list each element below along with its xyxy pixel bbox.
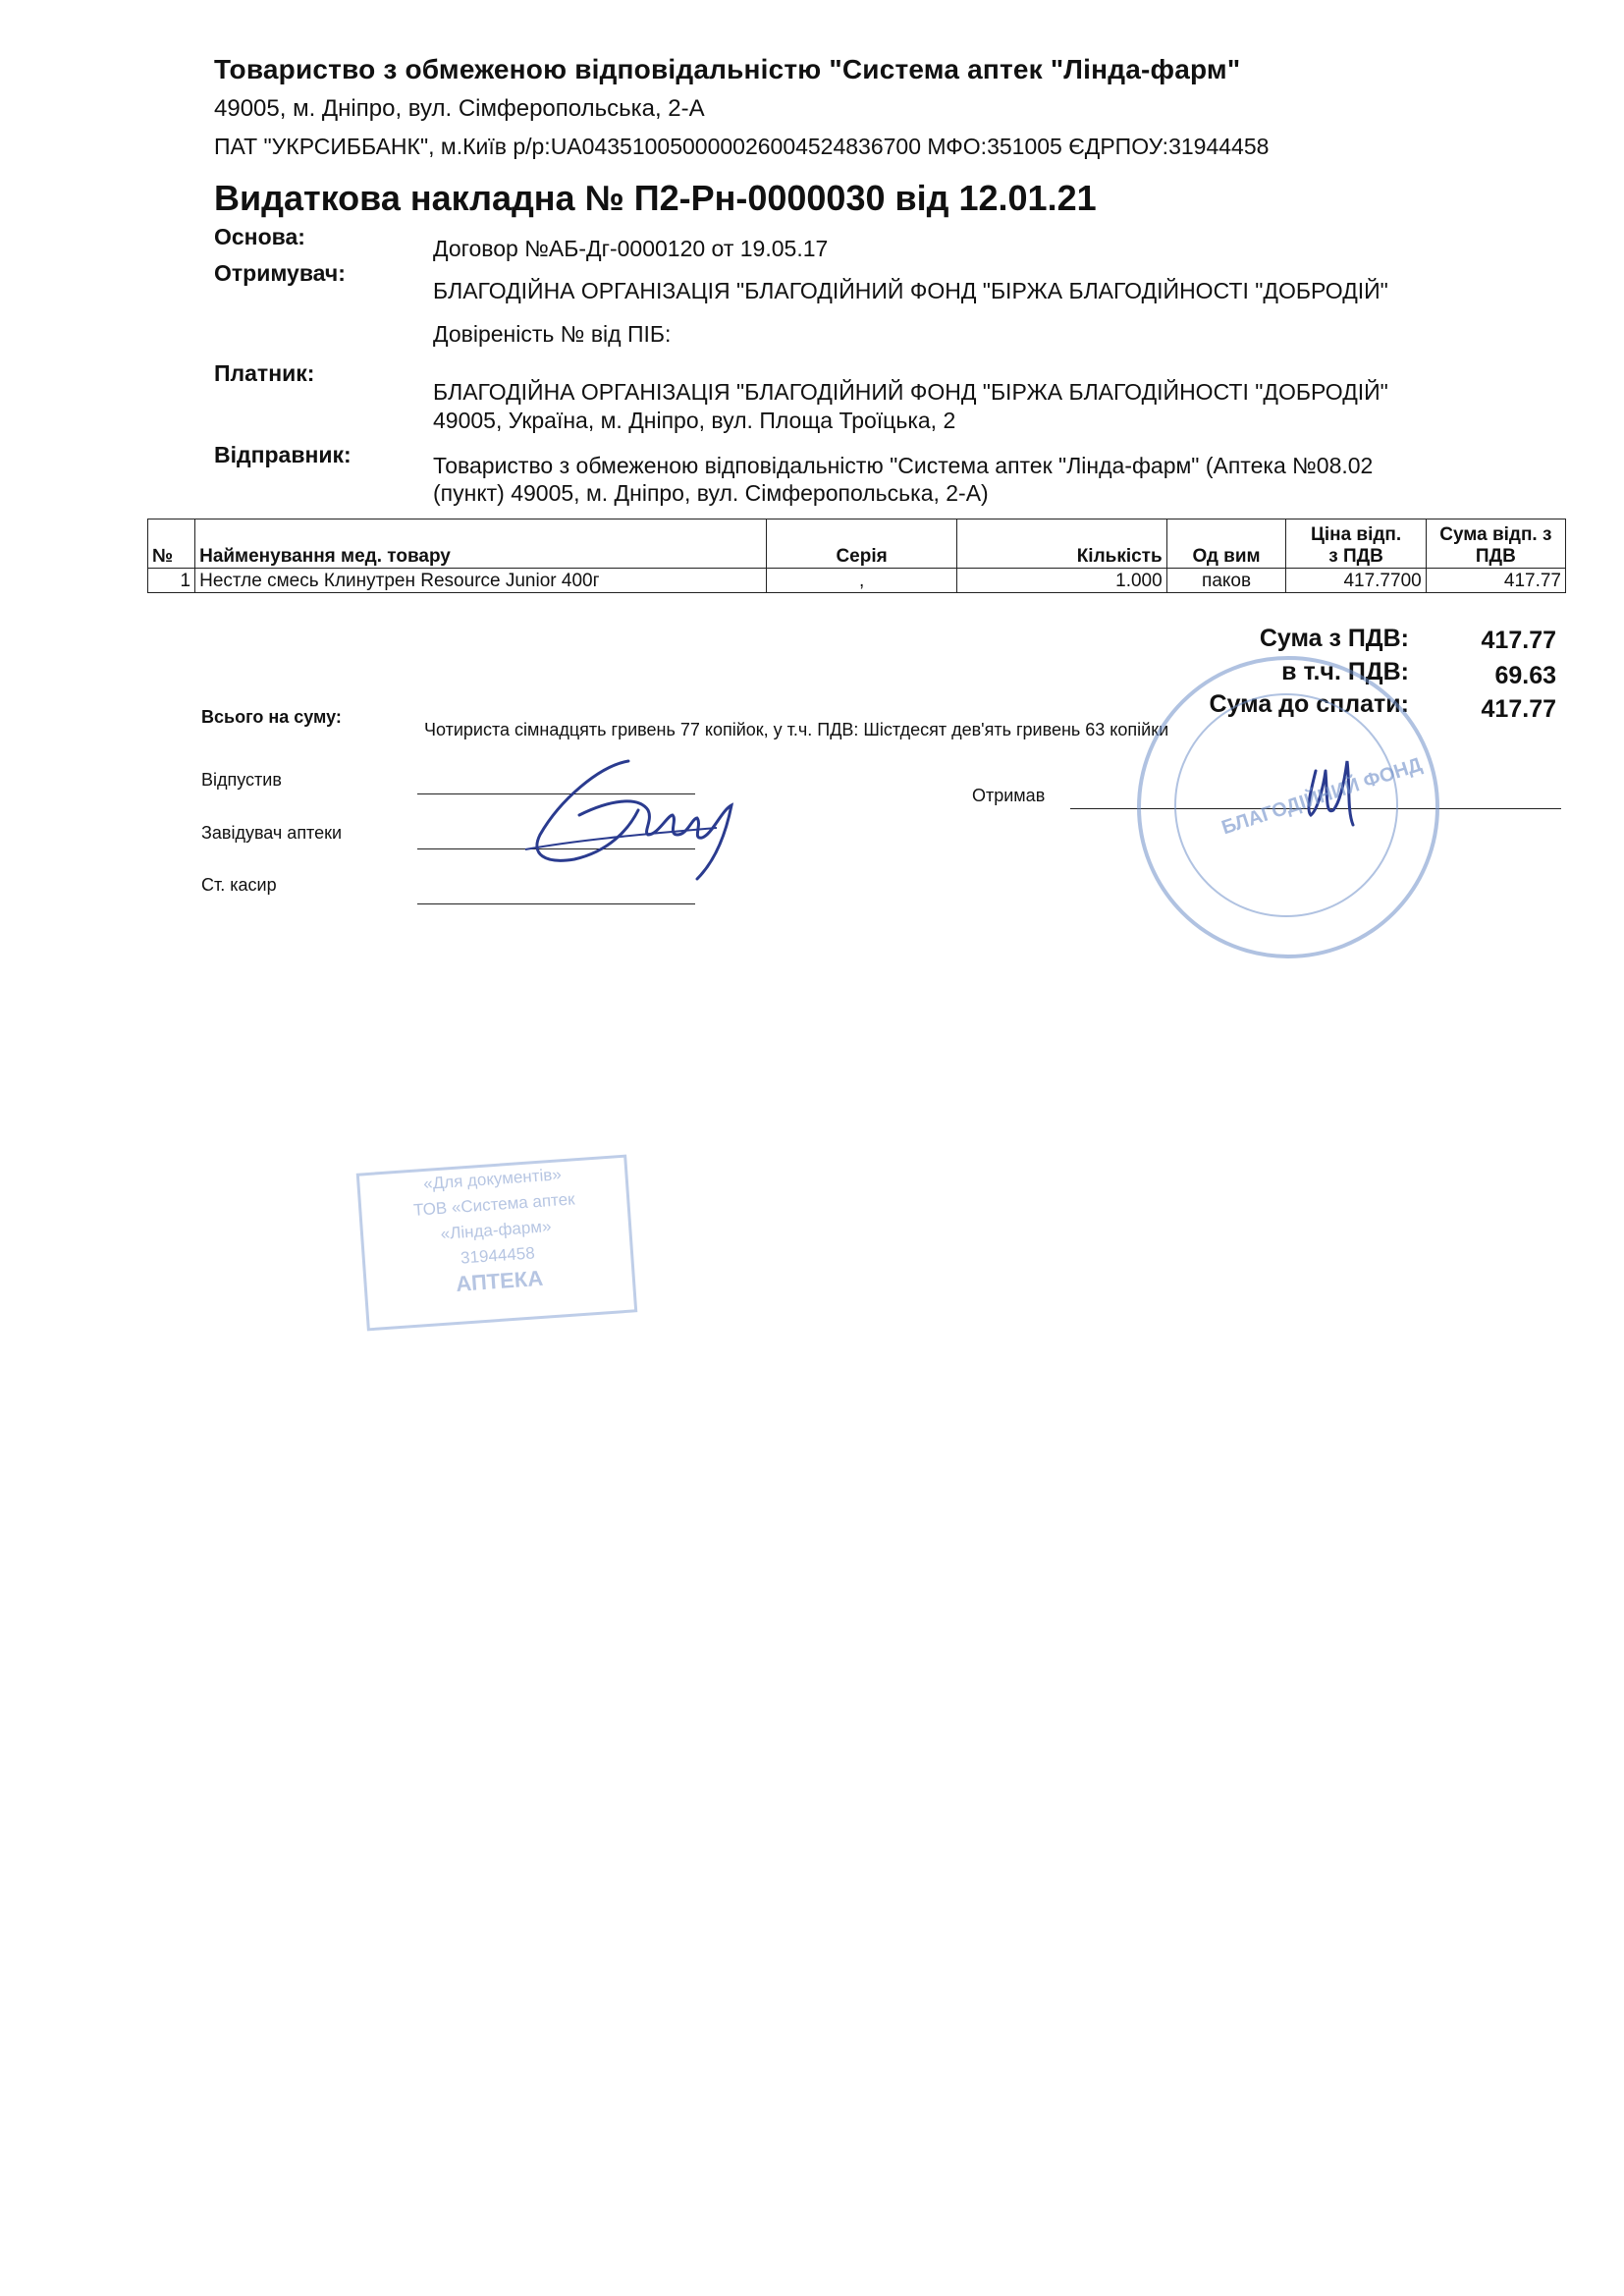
rect-stamp-line3: «Лінда-фарм» bbox=[440, 1217, 553, 1243]
vat-label: в т.ч. ПДВ: bbox=[1281, 658, 1409, 685]
rect-stamp-line5: АПТЕКА bbox=[455, 1265, 544, 1296]
proxy-line: Довіреність № від ПІБ: bbox=[433, 321, 672, 347]
col-name: Найменування мед. товару bbox=[195, 519, 767, 569]
payer-line2: 49005, Україна, м. Дніпро, вул. Площа Троїцька, 2 bbox=[433, 408, 956, 433]
col-qty: Кількість bbox=[956, 519, 1166, 569]
sender-line2: (пункт) 49005, м. Дніпро, вул. Сімферопольська, 2-А) bbox=[433, 480, 989, 506]
basis-value: Договор №АБ-Дг-0000120 от 19.05.17 bbox=[433, 236, 829, 261]
row-num: 1 bbox=[148, 569, 195, 593]
company-name: Товариство з обмеженою відповідальністю "Система аптек "Лінда-фарм" bbox=[214, 54, 1241, 84]
table-header-row bbox=[148, 519, 1566, 569]
col-sum-line2: ПДВ bbox=[1475, 546, 1516, 567]
col-sum-line1: Сума відп. з bbox=[1439, 524, 1552, 545]
released-label: Відпустив bbox=[201, 770, 282, 790]
rect-stamp-line4: 31944458 bbox=[460, 1243, 536, 1268]
recipient-value: БЛАГОДІЙНА ОРГАНІЗАЦІЯ "БЛАГОДІЙНИЙ ФОНД "БІРЖА БЛАГОДІЙНОСТІ "ДОБРОДІЙ" bbox=[433, 278, 1388, 303]
row-sum: 417.77 bbox=[1426, 569, 1565, 593]
sender-line1: Товариство з обмеженою відповідальністю "Система аптек "Лінда-фарм" (Аптека №08.02 bbox=[433, 453, 1374, 478]
sum-vat-label: Сума з ПДВ: bbox=[1259, 625, 1409, 652]
col-sum bbox=[1426, 519, 1565, 569]
table-row bbox=[148, 569, 1566, 593]
rect-stamp-line1: «Для документів» bbox=[422, 1165, 563, 1194]
total-words: Чотириста сімнадцять гривень 77 копійок, у т.ч. ПДВ: Шістдесят дев'ять гривень 63 копійки bbox=[424, 720, 1169, 739]
col-series: Серія bbox=[767, 519, 956, 569]
to-pay-label: Сума до сплати: bbox=[1209, 690, 1409, 718]
company-address: 49005, м. Дніпро, вул. Сімферопольська, 2-А bbox=[214, 95, 705, 122]
row-qty: 1.000 bbox=[956, 569, 1166, 593]
bank-details: ПАТ "УКРСИББАНК", м.Київ р/р:UA043510050000026004524836700 МФО:351005 ЄДРПОУ:31944458 bbox=[214, 134, 1270, 159]
col-price-line1: Ціна відп. bbox=[1310, 524, 1402, 545]
cashier-line bbox=[417, 903, 695, 904]
vat-value: 69.63 bbox=[1494, 662, 1556, 689]
to-pay-value: 417.77 bbox=[1481, 695, 1556, 723]
items-table bbox=[147, 519, 1566, 593]
recipient-label: Отримувач: bbox=[214, 260, 346, 286]
row-name: Нестле смесь Клинутрен Resource Junior 400г bbox=[195, 569, 767, 593]
sum-vat-value: 417.77 bbox=[1481, 627, 1556, 654]
document-title: Видаткова накладна № П2-Рн-0000030 від 12.01.21 bbox=[214, 178, 1097, 218]
row-unit: паков bbox=[1166, 569, 1286, 593]
row-price: 417.7700 bbox=[1286, 569, 1426, 593]
round-stamp-text: БЛАГОДІЙНИЙ ФОНД bbox=[1218, 753, 1426, 840]
payer-line1: БЛАГОДІЙНА ОРГАНІЗАЦІЯ "БЛАГОДІЙНИЙ ФОНД "БІРЖА БЛАГОДІЙНОСТІ "ДОБРОДІЙ" bbox=[433, 379, 1388, 405]
rect-stamp bbox=[356, 1155, 638, 1332]
col-price-line2: з ПДВ bbox=[1328, 546, 1383, 567]
rect-stamp-line2: ТОВ «Система аптек bbox=[412, 1189, 576, 1220]
total-words-label: Всього на суму: bbox=[201, 707, 342, 727]
signature-head bbox=[520, 741, 756, 889]
received-label: Отримав bbox=[972, 786, 1046, 805]
col-num: № bbox=[148, 519, 195, 569]
col-price bbox=[1286, 519, 1426, 569]
basis-label: Основа: bbox=[214, 224, 305, 249]
cashier-label: Ст. касир bbox=[201, 875, 277, 895]
payer-label: Платник: bbox=[214, 360, 315, 386]
col-unit: Од вим bbox=[1166, 519, 1286, 569]
sender-label: Відправник: bbox=[214, 442, 352, 467]
row-series: , bbox=[767, 569, 956, 593]
head-label: Завідувач аптеки bbox=[201, 823, 343, 843]
